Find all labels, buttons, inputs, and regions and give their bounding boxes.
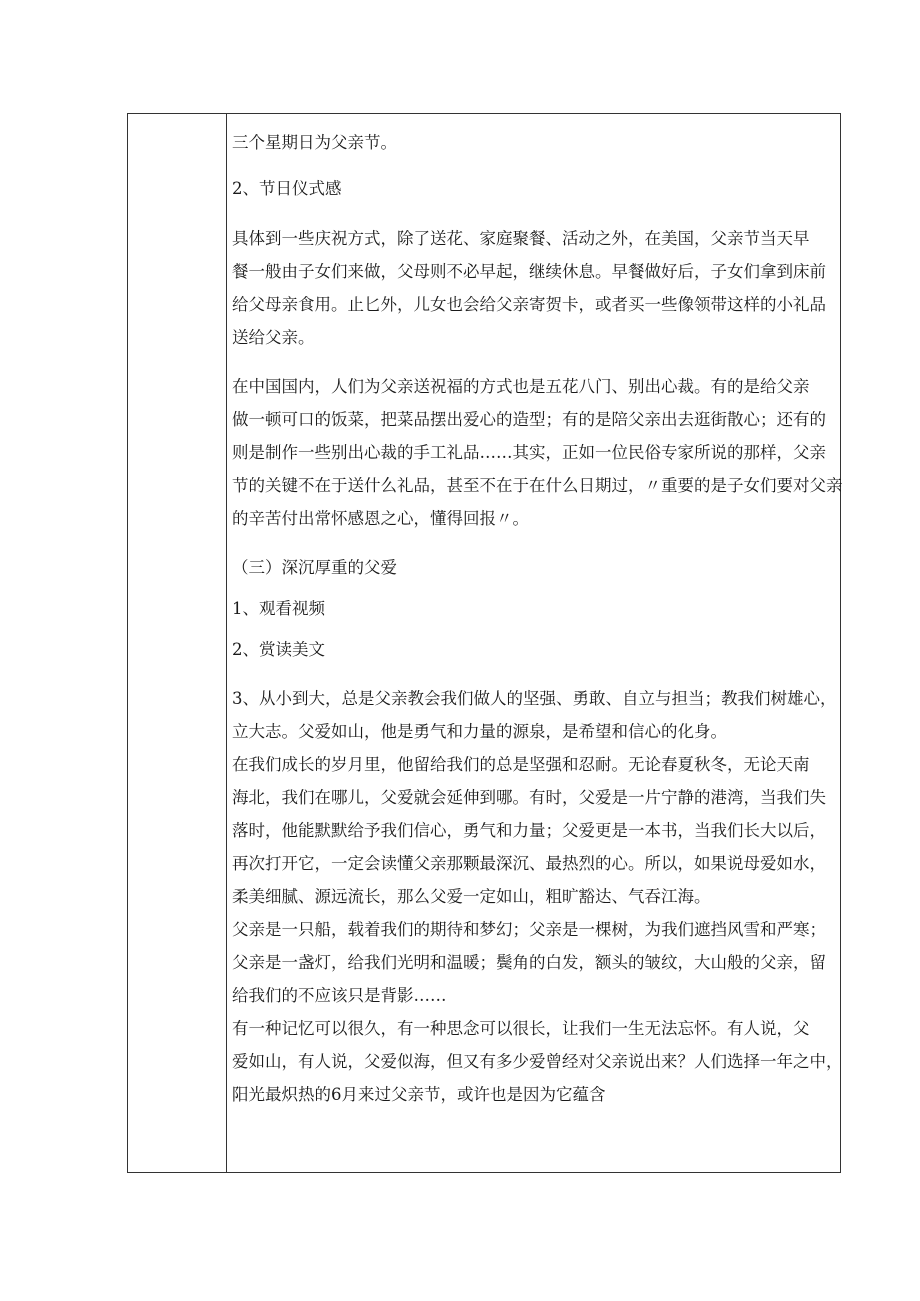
text-line: 3、从小到大，总是父亲教会我们做人的坚强、勇敢、自立与担当；教我们树雄心， <box>232 689 837 708</box>
text-line: 节的关键不在于送什么礼品，甚至不在于在什么日期过，〃重要的是子女们要对父亲 <box>232 476 843 495</box>
text-line: 海北，我们在哪儿，父爱就会延伸到哪。有时，父爱是一片宁静的港湾，当我们失 <box>232 788 826 807</box>
section-heading: 2、赏读美文 <box>232 640 325 659</box>
text-line: 送给父亲。 <box>232 328 315 347</box>
lesson-table <box>127 113 841 1173</box>
text-line: 给我们的不应该只是背影…… <box>232 986 447 1005</box>
paragraph <box>232 682 843 1111</box>
text-line: 三个星期日为父亲节。 <box>232 133 397 152</box>
section-heading: （三）深沉厚重的父爱 <box>232 558 397 577</box>
text-line: 再次打开它，一定会读懂父亲那颗最深沉、最热烈的心。所以，如果说母爱如水， <box>232 854 826 873</box>
text-line: 具体到一些庆祝方式，除了送花、家庭聚餐、活动之外，在美国，父亲节当天早 <box>232 229 810 248</box>
text-line: 父亲是一盏灯，给我们光明和温暖；鬓角的白发，额头的皱纹，大山般的父亲，留 <box>232 953 826 972</box>
text-line: 爱如山，有人说，父爱似海，但又有多少爱曾经对父亲说出来？人们选择一年之中， <box>232 1052 843 1071</box>
text-line: 落时，他能默默给予我们信心，勇气和力量；父爱更是一本书，当我们长大以后， <box>232 821 826 840</box>
table-content-column <box>227 114 843 1172</box>
text-line: 立大志。父爱如山，他是勇气和力量的源泉，是希望和信心的化身。 <box>232 722 727 741</box>
text-line: 的辛苦付出常怀感恩之心，懂得回报〃。 <box>232 509 529 528</box>
paragraph <box>232 222 835 354</box>
text-line: 在中国国内，人们为父亲送祝福的方式也是五花八门、别出心裁。有的是给父亲 <box>232 377 810 396</box>
text-line: 在我们成长的岁月里，他留给我们的总是坚强和忍耐。无论春夏秋冬，无论天南 <box>232 755 810 774</box>
text-line: 柔美细腻、源远流长，那么父爱一定如山，粗旷豁达、气吞江海。 <box>232 887 711 906</box>
text-line: 则是制作一些别出心裁的手工礼品……其实，正如一位民俗专家所说的那样，父亲 <box>232 443 826 462</box>
text-line: 做一顿可口的饭菜，把菜品摆出爱心的造型；有的是陪父亲出去逛街散心；还有的 <box>232 410 826 429</box>
table-left-column <box>128 114 227 1172</box>
section-heading: 1、观看视频 <box>232 599 325 618</box>
text-line: 阳光最炽热的6月来过父亲节，或许也是因为它蕴含 <box>232 1085 606 1104</box>
text-line: 给父母亲食用。止匕外，儿女也会给父亲寄贺卡，或者买一些像领带这样的小礼品 <box>232 295 826 314</box>
text-line: 父亲是一只船，载着我们的期待和梦幻；父亲是一棵树，为我们遮挡风雪和严寒； <box>232 920 826 939</box>
paragraph <box>232 370 843 535</box>
text-line: 餐一般由子女们来做，父母则不必早起，继续休息。早餐做好后，子女们拿到床前 <box>232 262 826 281</box>
section-heading: 2、节日仪式感 <box>232 179 342 198</box>
text-line: 有一种记忆可以很久，有一种思念可以很长，让我们一生无法忘怀。有人说，父 <box>232 1019 810 1038</box>
